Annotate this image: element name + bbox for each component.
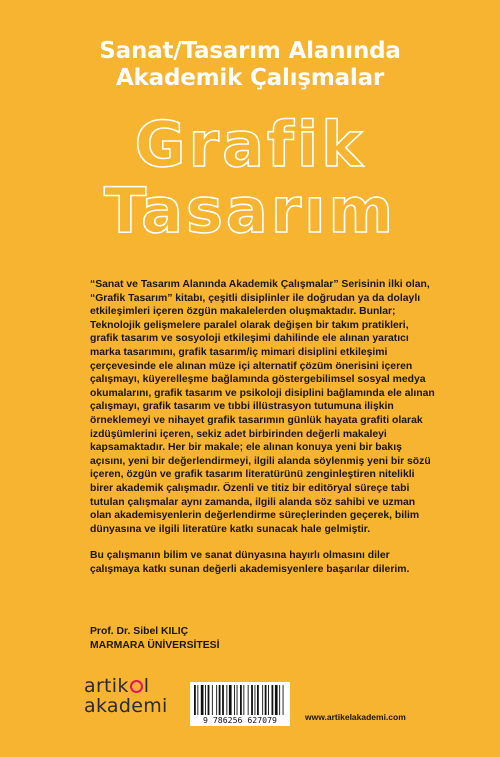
- barcode-bars: [194, 685, 286, 715]
- barcode-bar: [243, 685, 244, 715]
- signature-name: Prof. Dr. Sibel KILIÇ: [90, 626, 189, 637]
- logo-line-1: [84, 676, 184, 696]
- logo-circle-icon: [130, 680, 143, 693]
- barcode-bar: [234, 685, 235, 715]
- series-title: [0, 38, 500, 92]
- logo-text-artik: artik: [84, 675, 129, 697]
- barcode-bar: [265, 685, 267, 715]
- book-title-line-2: Tasarım: [103, 174, 397, 247]
- back-cover-text: [90, 278, 435, 589]
- barcode-bar: [201, 685, 204, 715]
- barcode-bar: [219, 685, 221, 715]
- barcode-bar: [251, 685, 253, 715]
- barcode-bar: [237, 685, 238, 715]
- author-signature: [90, 625, 220, 652]
- logo-line-2: akademi: [84, 695, 168, 717]
- book-title: [0, 108, 500, 247]
- barcode-bar: [229, 685, 232, 715]
- body-paragraph-1: “Sanat ve Tasarım Alanında Akademik Çalışmalar” Serisinin ilki olan, “Grafik Tasarım” kitabı, çeşitli disiplinler ile doğrudan ya da dolaylı etkileşimleri içeren özgün makalelerden oluşmaktadır. Bunlar; Teknolojik gelişmelere paralel olarak değişen bir takım pratikleri, grafik tasarım ve sosyoloji etkileşimi dahilinde ele alınan yaratıcı marka tasarımını, grafik tasarım/iç mimari disiplini etkileşimi çerçevesinde ele alınan müze içi alternatif çözüm önerisini içeren çalışmayı, küyerelleşme bağlamında göstergebilimsel sosyal medya okumalarını, grafik tasarım ve psikoloji disiplini bağlamında ele alınan çalışmayı, grafik tasarım ve tıbbi illüstrasyon tutumuna ilişkin örneklemeyi ve nihayet grafik tasarımın günlük hayata grafiti olarak izdüşümlerini içeren, sekiz adet birbirinden değerli makaleyi kapsamaktadır. Her bir makale; ele alınan konuya yeni bir bakış açısını, yeni bir değerlendirmeyi, ilgili alanda söylenmiş yeni bir sözü içeren, özgün ve grafik tasarım literatürünü zenginleştiren nitelikli birer akademik çalışmadır. Özenli ve titiz bir editöryal süreçe tabi tutulan çalışmalar aynı zamanda, ilgili alanda söz sahibi ve uzman olan akademisyenlerin değerlendirme süreçlerinden geçerek, bilim dünyasına ve ilgili literatüre katkı sunacak hale gelmiştir.: [90, 279, 435, 535]
- barcode-bar: [222, 685, 224, 715]
- barcode-bar: [194, 685, 196, 715]
- barcode-bar: [268, 685, 269, 715]
- barcode-bar: [279, 685, 280, 715]
- barcode-bar: [257, 685, 259, 715]
- series-title-line-1: Sanat/Tasarım Alanında: [99, 38, 401, 64]
- barcode-bar: [275, 685, 278, 715]
- barcode-bar: [262, 685, 263, 715]
- book-title-line-1: Grafik: [134, 108, 366, 181]
- barcode-bar: [216, 685, 217, 715]
- barcode-bar: [272, 685, 274, 715]
- series-title-line-2: Akademik Çalışmalar: [115, 65, 385, 91]
- barcode-bar: [255, 685, 256, 715]
- isbn-barcode: [190, 682, 290, 726]
- publisher-logo: [84, 676, 184, 722]
- barcode-bar: [283, 685, 284, 715]
- logo-text-l: l: [143, 675, 150, 697]
- barcode-bar: [208, 685, 210, 715]
- barcode-bar: [240, 685, 242, 715]
- barcode-bar: [197, 685, 198, 715]
- barcode-bar: [212, 685, 213, 715]
- publisher-website: www.artikelakademi.com: [305, 712, 406, 722]
- barcode-bar: [205, 685, 206, 715]
- barcode-digits: 9 786256 627079: [203, 715, 277, 725]
- barcode-bar: [226, 685, 227, 715]
- signature-institution: MARMARA ÜNİVERSİTESİ: [90, 639, 220, 651]
- barcode-bar: [248, 685, 249, 715]
- body-paragraph-2: Bu çalışmanın bilim ve sanat dünyasına hayırlı olmasını diler çalışmaya katkı sunan değerli akademisyenlere başarılar dilerim.: [90, 550, 410, 575]
